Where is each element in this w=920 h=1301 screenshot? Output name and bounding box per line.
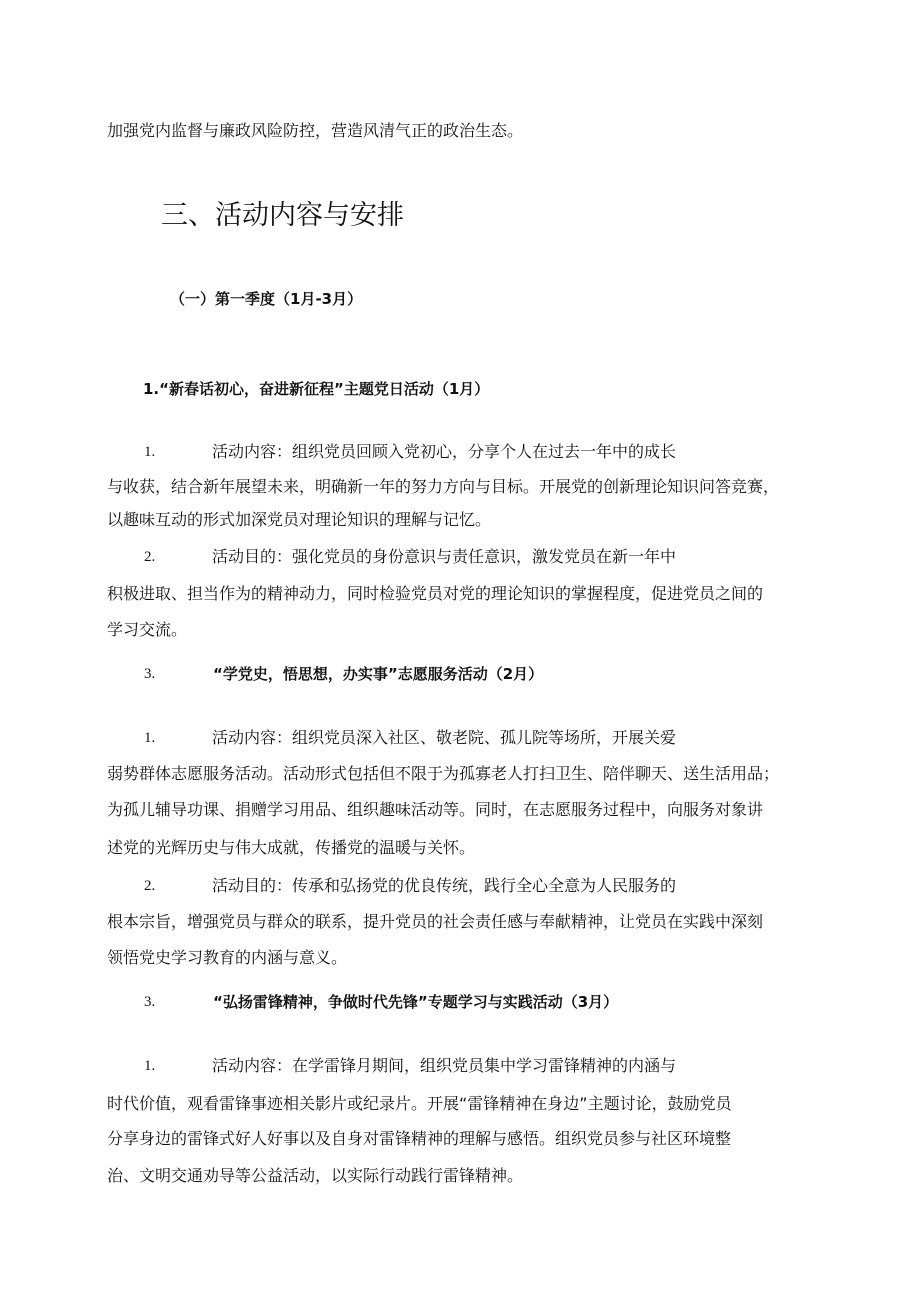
activity2-item2-line: 领悟党史学习教育的内涵与意义。: [107, 948, 348, 967]
activity3-number: 3.: [144, 994, 156, 1010]
activity2-item1-line: 述党的光辉历史与伟大成就，传播党的温暖与关怀。: [107, 838, 476, 857]
intro-paragraph-tail: 加强党内监督与廉政风险防控，营造风清气正的政治生态。: [107, 121, 524, 140]
activity2-item1-line: 活动内容：组织党员深入社区、敬老院、孤儿院等场所，开展关爱: [212, 728, 677, 747]
activity1-item2-number: 2.: [144, 549, 156, 565]
activity3-item1-line: 治、文明交通劝导等公益活动，以实际行动践行雷锋精神。: [107, 1166, 524, 1185]
activity1-item1-line: 以趣味互动的形式加深党员对理论知识的理解与记忆。: [107, 510, 492, 529]
activity2-item2-number: 2.: [144, 878, 156, 894]
activity3-title: “弘扬雷锋精神，争做时代先锋”专题学习与实践活动（3月）: [213, 993, 619, 1011]
activity1-item1-line: 与收获，结合新年展望未来，明确新一年的努力方向与目标。开展党的创新理论知识问答竞赛，: [107, 477, 780, 496]
quarter-heading: （一）第一季度（1月-3月）: [170, 290, 363, 308]
activity2-item1-line: 为孤儿辅导功课、捐赠学习用品、组织趣味活动等。同时，在志愿服务过程中，向服务对象讲: [107, 800, 764, 819]
activity2-title: “学党史，悟思想，办实事”志愿服务活动（2月）: [213, 665, 544, 683]
activity1-item2-line: 学习交流。: [107, 620, 188, 639]
activity2-item2-line: 活动目的：传承和弘扬党的优良传统，践行全心全意为人民服务的: [212, 876, 677, 895]
section-heading: 三、活动内容与安排: [161, 200, 404, 231]
activity2-item1-number: 1.: [144, 730, 156, 746]
activity3-item1-line: 时代价值，观看雷锋事迹相关影片或纪录片。开展“雷锋精神在身边”主题讨论，鼓励党员: [107, 1094, 732, 1113]
activity1-item1-line: 活动内容：组织党员回顾入党初心，分享个人在过去一年中的成长: [212, 442, 677, 461]
activity1-item1-number: 1.: [144, 444, 156, 460]
activity2-item2-line: 根本宗旨，增强党员与群众的联系，提升党员的社会责任感与奉献精神，让党员在实践中深刻: [107, 912, 764, 931]
activity2-item1-line: 弱势群体志愿服务活动。活动形式包括但不限于为孤寡老人打扫卫生、陪伴聊天、送生活用品；: [107, 764, 780, 783]
activity2-number: 3.: [144, 666, 156, 682]
activity1-item2-line: 活动目的：强化党员的身份意识与责任意识，激发党员在新一年中: [212, 547, 677, 566]
activity3-item1-line: 分享身边的雷锋式好人好事以及自身对雷锋精神的理解与感悟。组织党员参与社区环境整: [107, 1129, 732, 1148]
activity1-title: 1.“新春话初心，奋进新征程”主题党日活动（1月）: [143, 380, 490, 398]
activity3-item1-line: 活动内容：在学雷锋月期间，组织党员集中学习雷锋精神的内涵与: [212, 1056, 677, 1075]
activity3-item1-number: 1.: [144, 1058, 156, 1074]
activity1-item2-line: 积极进取、担当作为的精神动力，同时检验党员对党的理论知识的掌握程度，促进党员之间的: [107, 584, 764, 603]
